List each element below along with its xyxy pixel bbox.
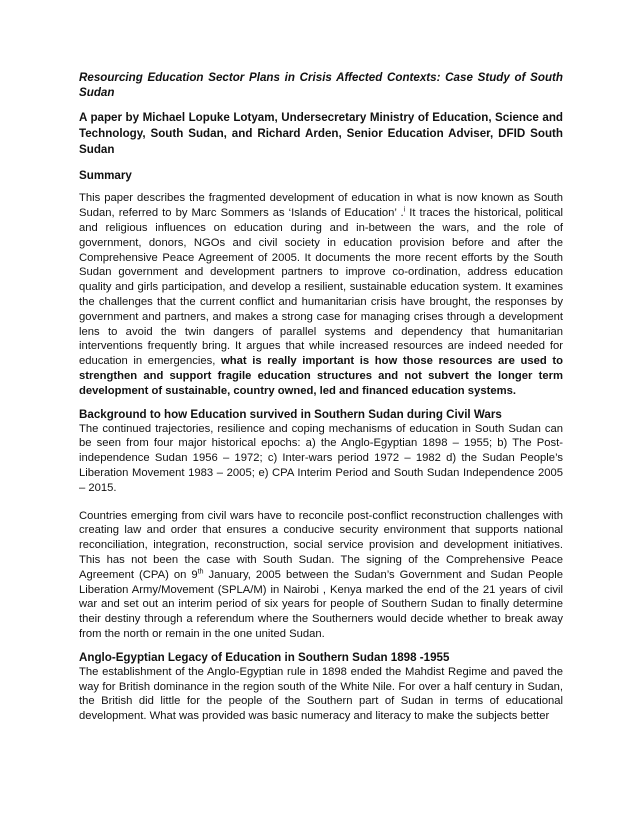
background-heading: Background to how Education survived in Southern Sudan during Civil Wars [79,407,502,421]
document-byline: A paper by Michael Lopuke Lotyam, Undersecretary Ministry of Education, Science and Technology, South Sudan, and Richard Arden, Senior Education Adviser, DFID South Sudan [79,111,563,157]
background-paragraph-2 [79,509,563,642]
background-paragraph-1: The continued trajectories, resilience and coping mechanisms of education in South Sudan can be seen from four major historical epochs: a) the Anglo-Egyptian 1898 – 1955; b) The Post-independence Sudan 1956 – 1972; c) Inter-wars period 1972 – 1982 d) the Sudan People’s Liberation Movement 1983 – 2005; e) CPA Interim Period and South Sudan Independence 2005 – 2015. [79,422,563,494]
anglo-egyptian-heading: Anglo-Egyptian Legacy of Education in Southern Sudan 1898 -1955 [79,650,450,664]
anglo-egyptian-paragraph-1: The establishment of the Anglo-Egyptian rule in 1898 ended the Mahdist Regime and paved the way for British dominance in the region south of the White Nile. For over a half century in Sudan, the British did little for the people of the Southern part of Sudan in terms of educational development. What was provided was basic numeracy and literacy to make the subjects better [79,665,563,723]
summary-text-part1: This paper describes the fragmented development of education in what is now known as South Sudan, referred to by Marc Sommers as ‘Islands of Education’ . [79,192,563,220]
summary-text-part2: It traces the historical, political and religious influences on education during and in-between the wars, and the role of government, donors, NGOs and civil society in education provision before and after the Comprehensive Peace Agreement of 2005. It documents the more recent efforts by the South Sudan government and development partners to improve co-ordination, address education quality and girls participation, and develop a resilient, sustainable education system. It examines the challenges that the current conflict and humanitarian crisis have brought, the responses by government and partners, and makes a strong case for managing crises through a development lens to avoid the twin dangers of parallel systems and dependency that humanitarian interventions frequently bring. It argues that while increased resources are indeed needed for education in emergencies, [79,207,563,368]
summary-text-bold: what is really important is how those resources are used to strengthen and support fragile education structures and not subvert the longer term development of sustainable, country owned, led and financed education systems. [79,355,563,397]
footnote-marker: i [403,206,406,214]
summary-paragraph [79,191,563,398]
document-title: Resourcing Education Sector Plans in Crisis Affected Contexts: Case Study of South Sudan [79,71,563,100]
ordinal-superscript: th [197,567,204,575]
document-page [79,70,563,724]
summary-heading: Summary [79,169,132,183]
background-paragraph-2-part2: January, 2005 between the Sudan’s Government and Sudan People Liberation Army/Movement (SPLA/M) in Nairobi , Kenya marked the end of the 21 years of civil war and set out an interim period of six years for people of Southern Sudan to finally determine their destiny through a referendum where the Southerners would decide whether to break away from the north or remain in the one united Sudan. [79,568,563,640]
background-paragraph-2-part1: Countries emerging from civil wars have to reconcile post-conflict reconstruction challenges with creating law and order that ensures a conducive security environment that supports national reconciliation, integration, reconstruction, social service provision and development initiatives. This has not been the case with South Sudan. The signing of the Comprehensive Peace Agreement (CPA) on 9 [79,509,563,581]
